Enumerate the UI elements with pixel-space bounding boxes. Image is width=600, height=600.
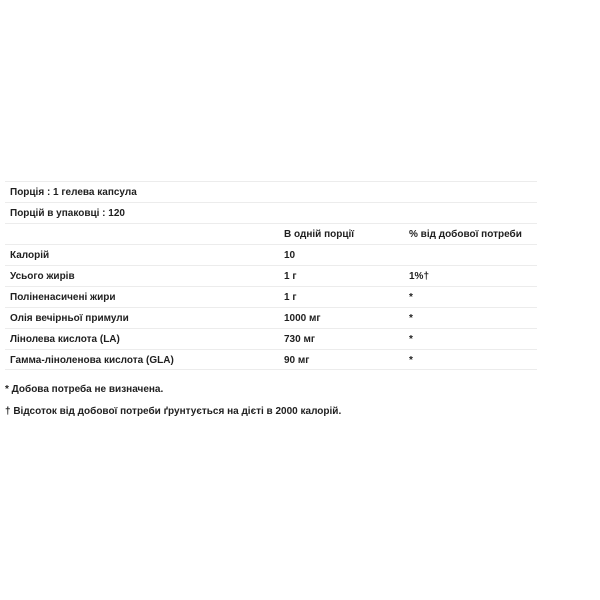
nutrient-daily-value: *: [409, 313, 413, 324]
table-header-row: [5, 223, 537, 244]
nutrient-name: Лінолева кислота (LA): [10, 334, 120, 345]
servings-per-container-row: [5, 202, 537, 223]
daily-value-header: % від добової потреби: [409, 229, 522, 240]
nutrient-daily-value: 1%†: [409, 271, 430, 282]
per-serving-header: В одній порції: [284, 229, 355, 240]
nutrient-daily-value: *: [409, 292, 413, 303]
nutrient-daily-value: *: [409, 355, 413, 366]
daily-value-not-established-note: * Добова потреба не визначена.: [5, 384, 164, 395]
calorie-diet-basis-note: † Відсоток від добової потреби ґрунтується на дієті в 2000 калорій.: [5, 406, 342, 417]
supplement-facts-table: [5, 181, 537, 370]
table-row: [5, 328, 537, 349]
nutrient-name: Поліненасичені жири: [10, 292, 116, 303]
nutrient-amount: 1000 мг: [284, 313, 321, 324]
nutrient-amount: 1 г: [284, 271, 297, 282]
nutrient-amount: 90 мг: [284, 355, 310, 366]
nutrient-name: Усього жирів: [10, 271, 75, 282]
nutrient-amount: 730 мг: [284, 334, 316, 345]
table-row: [5, 349, 537, 370]
serving-size-row: [5, 181, 537, 202]
nutrient-name: Олія вечірньої примули: [10, 313, 129, 324]
servings-per-container-text: Порцій в упаковці : 120: [10, 208, 125, 219]
nutrient-name: Гамма-ліноленова кислота (GLA): [10, 355, 174, 366]
nutrient-daily-value: *: [409, 334, 413, 345]
nutrient-name: Калорій: [10, 250, 50, 261]
table-row: [5, 286, 537, 307]
table-row: [5, 244, 537, 265]
table-row: [5, 265, 537, 286]
nutrient-amount: 10: [284, 250, 296, 261]
nutrient-amount: 1 г: [284, 292, 297, 303]
serving-size-text: Порція : 1 гелева капсула: [10, 187, 137, 198]
table-row: [5, 307, 537, 328]
